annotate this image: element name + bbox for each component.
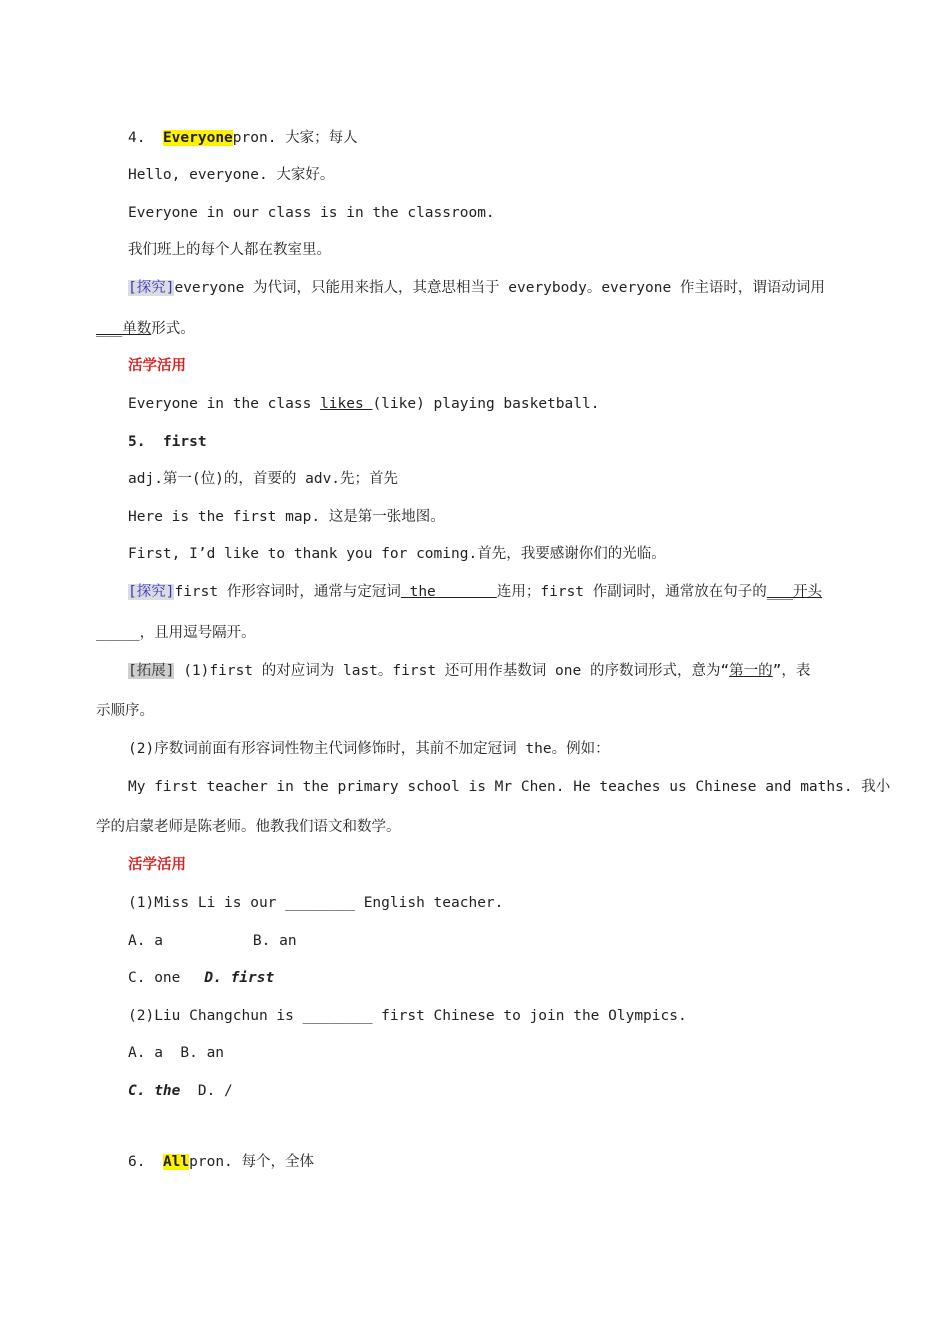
item5-word: first bbox=[162, 434, 207, 450]
q1-option-d-answer: D. first bbox=[204, 970, 275, 986]
item5-extend1-b: ”，表 bbox=[772, 663, 811, 679]
item4-explore-text: everyone 为代词，只能用来指人，其意思相当于 everybody。everyone 作主语时，谓语动词用 bbox=[174, 280, 825, 296]
item5-explore-blank1: the bbox=[400, 584, 497, 600]
item4-practice-answer: likes bbox=[320, 396, 373, 412]
item6-heading bbox=[128, 1152, 314, 1172]
explore-tag: [探究] bbox=[128, 584, 175, 600]
q2-option-a: A. a bbox=[128, 1045, 163, 1061]
item5-explore-blank2: ___开头 bbox=[766, 584, 822, 600]
item4-practice-title: 活学活用 bbox=[128, 358, 186, 374]
item6-pos: pron. bbox=[189, 1154, 233, 1170]
item5-explore-b: 连用；first 作副词时，通常放在句子的 bbox=[496, 584, 767, 600]
item5-extend1-cont: 示顺序。 bbox=[96, 703, 154, 719]
item5-practice-title: 活学活用 bbox=[128, 857, 186, 873]
q2-option-c-answer: C. the bbox=[128, 1083, 181, 1099]
item4-meaning: 大家；每人 bbox=[285, 130, 358, 146]
item5-extend2: (2)序数词前面有形容词性物主代词修饰时，其前不加定冠词 the。例如： bbox=[128, 741, 610, 757]
q2-option-d: D. / bbox=[197, 1083, 233, 1099]
item5-q1-options-ab bbox=[128, 931, 297, 951]
item5-definition: adj.第一(位)的，首要的 adv.先；首先 bbox=[128, 471, 399, 487]
item4-example1: Hello, everyone. 大家好。 bbox=[128, 167, 335, 183]
item5-example1: Here is the first map. 这是第一张地图。 bbox=[128, 509, 445, 525]
item4-word: Everyone bbox=[162, 130, 233, 146]
item4-explore-tail: 形式。 bbox=[151, 321, 195, 337]
item4-explore-cont bbox=[96, 319, 195, 339]
item5-example: My first teacher in the primary school is Mr Chen. He teaches us Chinese and maths. 我小 bbox=[128, 779, 891, 795]
item5-example-cont: 学的启蒙老师是陈老师。他教我们语文和数学。 bbox=[96, 819, 401, 835]
item5-question2: (2)Liu Changchun is ________ first Chinese to join the Olympics. bbox=[128, 1008, 687, 1024]
item4-number: 4. bbox=[128, 130, 146, 146]
item5-q2-options-cd bbox=[128, 1081, 233, 1101]
item6-number: 6. bbox=[128, 1154, 146, 1170]
item5-q2-options-ab bbox=[128, 1043, 224, 1063]
item4-heading bbox=[128, 128, 358, 148]
q1-option-a: A. a bbox=[128, 933, 163, 949]
extend-tag: [拓展] bbox=[128, 663, 175, 679]
q1-option-b: B. an bbox=[252, 933, 297, 949]
item6-meaning: 每个，全体 bbox=[241, 1154, 315, 1170]
item4-example2: Everyone in our class is in the classroom. bbox=[128, 205, 495, 221]
item5-number: 5. bbox=[128, 434, 146, 450]
item5-extend1-underlined: 第一的 bbox=[729, 663, 773, 679]
item4-explore bbox=[128, 278, 825, 298]
item5-question1: (1)Miss Li is our ________ English teacher. bbox=[128, 895, 504, 911]
item4-explore-blank: ___单数 bbox=[96, 321, 152, 337]
item4-practice-post: (like) playing basketball. bbox=[372, 396, 600, 412]
item5-heading bbox=[128, 432, 207, 452]
item5-extend1 bbox=[128, 661, 810, 681]
item4-practice-pre: Everyone in the class bbox=[128, 396, 321, 412]
item5-example2: First, I’d like to thank you for coming.首先，我要感谢你们的光临。 bbox=[128, 546, 666, 562]
q1-option-c: C. one bbox=[128, 970, 181, 986]
item4-example2-cn: 我们班上的每个人都在教室里。 bbox=[128, 242, 331, 258]
item5-extend1-a: (1)first 的对应词为 last。first 还可用作基数词 one 的序数词形式，意为“ bbox=[174, 663, 730, 679]
item5-explore-a: first 作形容词时，通常与定冠词 bbox=[174, 584, 401, 600]
q2-option-b: B. an bbox=[180, 1045, 225, 1061]
item6-word: All bbox=[162, 1154, 190, 1170]
item5-explore bbox=[128, 582, 822, 602]
item5-q1-options-cd bbox=[128, 968, 274, 988]
item4-practice bbox=[128, 394, 599, 414]
item5-explore-cont: _____，且用逗号隔开。 bbox=[96, 625, 256, 641]
explore-tag: [探究] bbox=[128, 280, 175, 296]
item4-pos: pron. bbox=[232, 130, 277, 146]
